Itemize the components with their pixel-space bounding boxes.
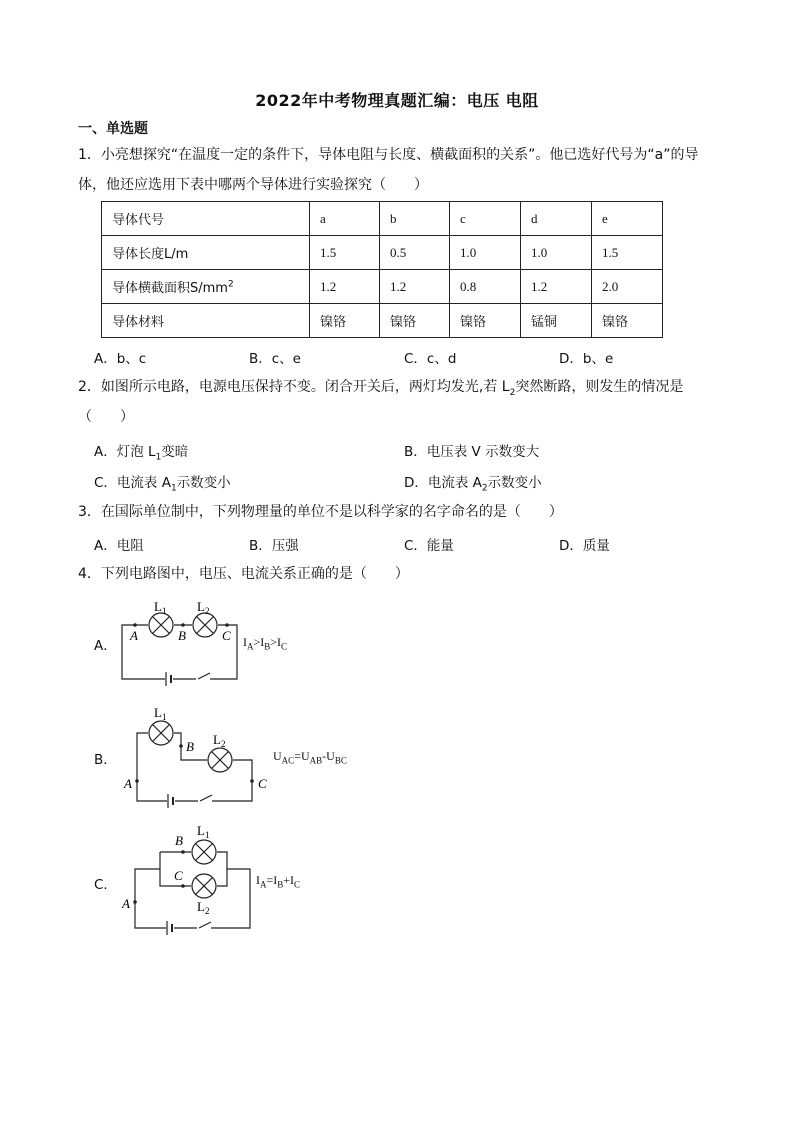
q3-option-d[interactable]: D．质量 <box>559 538 610 554</box>
label-node-a: A <box>130 628 138 643</box>
label-lamp-2: $L_2$ <box>197 899 210 916</box>
eq-sub: C <box>294 879 301 890</box>
q1-option-b[interactable]: B．c、e <box>249 351 301 367</box>
eq-part: =I <box>266 873 278 887</box>
q2-option-a-text: A．灯泡 L <box>94 444 156 460</box>
q2-option-d-sub: 2 <box>481 483 488 494</box>
lamp-icon <box>192 840 216 864</box>
lamp-icon <box>192 874 216 898</box>
eq-part: I <box>243 635 247 649</box>
eq-sub: B <box>264 641 271 652</box>
table-cell: 导体代号 <box>102 202 310 236</box>
table-cell: d <box>521 202 592 236</box>
eq-sub: BC <box>334 755 347 766</box>
q2-text-b: 突然断路，则发生的情况是 <box>515 379 684 395</box>
lamp-icon <box>149 721 173 745</box>
q2-text-line2: （ ） <box>78 409 134 425</box>
section-heading: 一、单选题 <box>78 121 148 137</box>
table-cell: a <box>310 202 380 236</box>
label-node-c: C <box>174 868 183 883</box>
q2-option-c-text2: 示数变小 <box>176 475 231 491</box>
table-cell: 0.8 <box>450 270 521 304</box>
q4-option-b[interactable]: B． <box>94 752 117 768</box>
q1-text-line2: 体，他还应选用下表中哪两个导体进行实验探究（ ） <box>78 177 428 193</box>
eq-sub: AB <box>309 755 323 766</box>
eq-part: >I <box>253 635 265 649</box>
label-node-c: C <box>258 776 267 791</box>
table-cell: 镍铬 <box>310 304 380 338</box>
equation-b <box>273 749 347 765</box>
table-cell: 0.5 <box>380 236 450 270</box>
cell-label: 导体横截面积S/mm <box>112 281 228 296</box>
eq-part: I <box>256 873 260 887</box>
table-cell: 1.5 <box>592 236 663 270</box>
table-cell: 1.2 <box>380 270 450 304</box>
table-cell: 导体材料 <box>102 304 310 338</box>
circuit-c <box>135 840 250 935</box>
q4-option-c[interactable]: C． <box>94 877 117 893</box>
eq-part: U <box>273 749 282 763</box>
q2-option-b[interactable]: B．电压表 V 示数变大 <box>404 444 540 460</box>
q2-option-c-text: C．电流表 A <box>94 475 171 491</box>
table-cell: 镍铬 <box>592 304 663 338</box>
eq-sub: A <box>260 879 267 890</box>
page-title: 2022年中考物理真题汇编：电压 电阻 <box>255 91 539 110</box>
q2-option-a-text2: 变暗 <box>161 444 189 460</box>
label-node-a: A <box>122 896 130 911</box>
q1-text-line1: 1．小亮想探究“在温度一定的条件下，导体电阻与长度、横截面积的关系”。他已选好代号为“a”的导 <box>78 147 699 163</box>
q2-option-c-sub: 1 <box>170 483 177 494</box>
q3-option-b[interactable]: B．压强 <box>249 538 299 554</box>
q2-option-d-text2: 示数变小 <box>487 475 542 491</box>
eq-sub: AC <box>281 755 295 766</box>
lamp-icon <box>193 613 217 637</box>
table-cell: 1.2 <box>310 270 380 304</box>
circuit-b <box>137 721 252 808</box>
table-cell: 镍铬 <box>380 304 450 338</box>
q1-option-d[interactable]: D．b、e <box>559 351 614 367</box>
table-cell: 1.0 <box>521 236 592 270</box>
eq-part: +I <box>283 873 295 887</box>
equation-c <box>256 873 300 889</box>
q1-option-a[interactable]: A．b、c <box>94 351 147 367</box>
q3-option-a[interactable]: A．电阻 <box>94 538 144 554</box>
lamp-icon <box>208 748 232 772</box>
table-cell: 2.0 <box>592 270 663 304</box>
lamp-icon <box>149 613 173 637</box>
circuit-a <box>122 613 237 686</box>
equation-a <box>243 635 287 651</box>
label-lamp-2: $L_2$ <box>197 599 210 616</box>
eq-sub: B <box>277 879 284 890</box>
table-cell: 锰铜 <box>521 304 592 338</box>
cell-label-sup: 2 <box>227 279 234 290</box>
table-cell: 镍铬 <box>450 304 521 338</box>
q1-option-c[interactable]: C．c、d <box>404 351 457 367</box>
q3-option-c[interactable]: C．能量 <box>404 538 454 554</box>
label-node-b: B <box>175 833 183 848</box>
table-cell: b <box>380 202 450 236</box>
eq-part: >I <box>270 635 282 649</box>
q4-text-line1: 4．下列电路图中，电压、电流关系正确的是（ ） <box>78 566 409 582</box>
eq-part: =U <box>294 749 310 763</box>
label-lamp-1: $L_1$ <box>154 599 167 616</box>
q3-text-line1: 3．在国际单位制中，下列物理量的单位不是以科学家的名字命名的是（ ） <box>78 504 563 520</box>
eq-part: -U <box>322 749 335 763</box>
eq-sub: A <box>247 641 254 652</box>
q2-text-sub: 2 <box>509 387 516 398</box>
table-cell: e <box>592 202 663 236</box>
label-node-b: B <box>186 739 194 754</box>
table-cell: 1.0 <box>450 236 521 270</box>
label-lamp-2: $L_2$ <box>213 732 226 749</box>
q2-option-a-sub: 1 <box>155 452 162 463</box>
eq-sub: C <box>281 641 288 652</box>
label-node-a: A <box>124 776 132 791</box>
table-cell: 1.2 <box>521 270 592 304</box>
q2-text-a: 2．如图所示电路，电源电压保持不变。闭合开关后，两灯均发光,若 L <box>78 379 510 395</box>
label-node-c: C <box>222 628 231 643</box>
q2-option-d-text: D．电流表 A <box>404 475 482 491</box>
table-cell: c <box>450 202 521 236</box>
label-lamp-1: $L_1$ <box>154 705 167 722</box>
table-cell: 导体长度L/m <box>102 236 310 270</box>
table-cell: 1.5 <box>310 236 380 270</box>
label-node-b: B <box>178 628 186 643</box>
q4-option-a[interactable]: A． <box>94 638 117 654</box>
label-lamp-1: $L_1$ <box>197 823 210 840</box>
